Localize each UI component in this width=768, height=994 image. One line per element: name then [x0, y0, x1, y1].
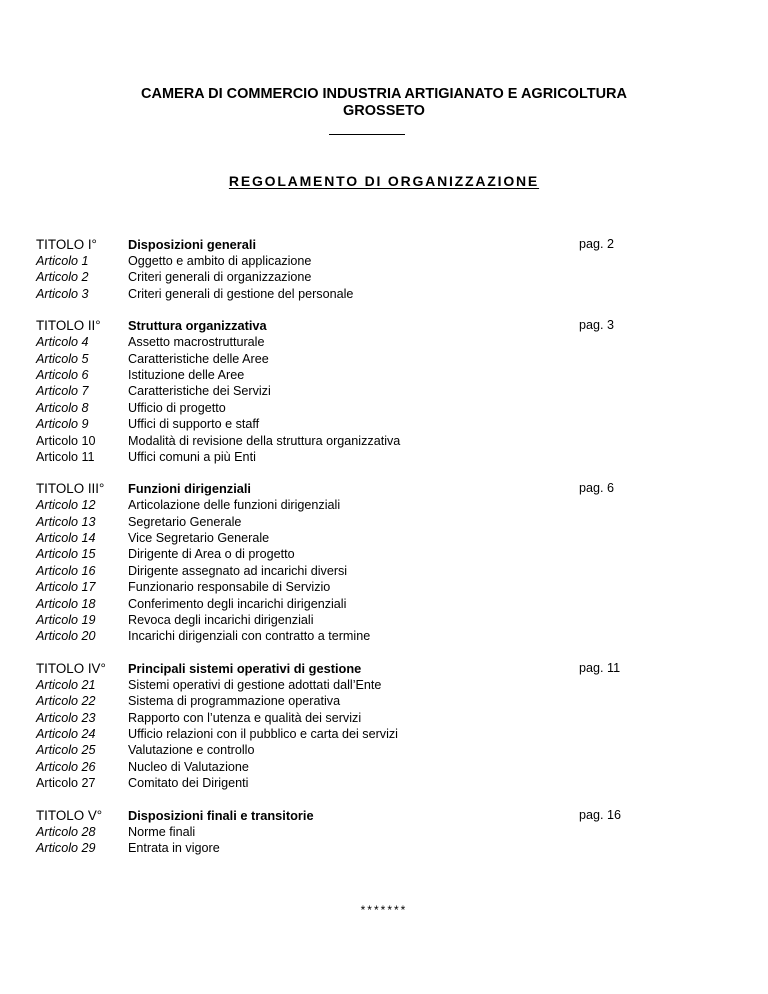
article-label: Articolo 29 [36, 840, 96, 855]
toc-section [36, 317, 736, 465]
toc-article-row [36, 530, 736, 546]
article-label: Articolo 23 [36, 710, 96, 725]
article-title: Conferimento degli incarichi dirigenziali [128, 596, 347, 611]
article-title: Uffici comuni a più Enti [128, 449, 256, 464]
section-heading: Struttura organizzativa [128, 318, 267, 334]
article-label: Articolo 1 [36, 254, 89, 268]
article-label: Articolo 12 [36, 498, 96, 513]
toc-section [36, 807, 736, 857]
toc-article-row [36, 433, 736, 449]
toc-section-heading [36, 317, 736, 334]
section-heading: Principali sistemi operativi di gestione [128, 660, 362, 676]
toc-article-row [36, 596, 736, 612]
article-title: Revoca degli incarichi dirigenziali [128, 613, 314, 628]
article-title: Assetto macrostrutturale [128, 335, 265, 350]
toc-section-heading [36, 236, 736, 253]
titolo-label: TITOLO II° [36, 318, 101, 334]
article-title: Dirigente assegnato ad incarichi diversi [128, 563, 348, 578]
titolo-label: TITOLO III° [36, 481, 105, 497]
toc-article-row [36, 383, 736, 399]
document-title: REGOLAMENTO DI ORGANIZZAZIONE [228, 173, 540, 189]
page-reference: pag. 6 [579, 481, 615, 496]
article-title: Articolazione delle funzioni dirigenziali [128, 498, 341, 513]
toc-article-row [36, 563, 736, 579]
article-title: Norme finali [128, 824, 196, 839]
article-title: Sistema di programmazione operativa [128, 694, 341, 709]
section-heading: Funzioni dirigenziali [128, 481, 251, 497]
article-label: Articolo 27 [36, 776, 96, 791]
article-label: Articolo 10 [36, 433, 96, 448]
toc-article-row [36, 269, 736, 285]
toc-article-row [36, 546, 736, 562]
article-title: Dirigente di Area o di progetto [128, 547, 295, 562]
article-label: Articolo 2 [36, 270, 89, 285]
page-reference: pag. 2 [579, 237, 615, 251]
article-title: Oggetto e ambito di applicazione [128, 254, 312, 268]
toc-article-row [36, 693, 736, 709]
article-label: Articolo 9 [36, 417, 89, 432]
article-title: Comitato dei Dirigenti [128, 776, 249, 791]
article-label: Articolo 5 [36, 351, 89, 366]
end-mark: ******* [360, 903, 408, 917]
article-title: Modalità di revisione della struttura organizzativa [128, 433, 401, 448]
toc-article-row [36, 351, 736, 367]
toc-section [36, 236, 736, 302]
article-label: Articolo 24 [36, 726, 96, 741]
article-label: Articolo 4 [36, 335, 89, 350]
toc-section-heading [36, 807, 736, 824]
article-title: Ufficio relazioni con il pubblico e carta dei servizi [128, 726, 398, 741]
toc-article-row [36, 400, 736, 416]
article-label: Articolo 11 [36, 449, 95, 464]
toc-section-heading [36, 660, 736, 677]
toc-section [36, 660, 736, 792]
table-of-contents [36, 236, 736, 871]
page-reference: pag. 3 [579, 318, 615, 333]
titolo-label: TITOLO I° [36, 237, 97, 252]
toc-article-row [36, 334, 736, 350]
article-label: Articolo 17 [36, 580, 96, 595]
toc-article-row [36, 612, 736, 628]
article-label: Articolo 7 [36, 384, 89, 399]
toc-article-row [36, 742, 736, 758]
toc-article-row [36, 286, 736, 302]
toc-article-row [36, 579, 736, 595]
toc-article-row [36, 514, 736, 530]
article-label: Articolo 13 [36, 514, 96, 529]
article-title: Criteri generali di organizzazione [128, 270, 312, 285]
article-label: Articolo 19 [36, 613, 96, 628]
article-label: Articolo 25 [36, 743, 96, 758]
toc-article-row [36, 759, 736, 775]
article-label: Articolo 8 [36, 400, 89, 415]
article-title: Vice Segretario Generale [128, 531, 270, 546]
article-title: Uffici di supporto e staff [128, 417, 260, 432]
article-label: Articolo 6 [36, 367, 89, 382]
toc-article-row [36, 824, 736, 840]
article-label: Articolo 28 [36, 824, 96, 839]
article-title: Valutazione e controllo [128, 743, 255, 758]
article-label: Articolo 15 [36, 547, 96, 562]
toc-article-row [36, 628, 736, 644]
institution-city: GROSSETO [343, 103, 425, 119]
toc-article-row [36, 710, 736, 726]
toc-article-row [36, 449, 736, 465]
article-label: Articolo 18 [36, 596, 96, 611]
article-label: Articolo 16 [36, 563, 96, 578]
toc-article-row [36, 726, 736, 742]
article-label: Articolo 26 [36, 759, 96, 774]
article-label: Articolo 21 [36, 677, 96, 692]
article-title: Segretario Generale [128, 514, 242, 529]
titolo-label: TITOLO V° [36, 807, 103, 823]
page-reference: pag. 11 [579, 660, 621, 675]
toc-section-heading [36, 480, 736, 497]
header-rule [329, 134, 405, 135]
article-title: Caratteristiche delle Aree [128, 351, 269, 366]
article-title: Caratteristiche dei Servizi [128, 384, 271, 399]
toc-article-row [36, 497, 736, 513]
toc-article-row [36, 775, 736, 791]
section-heading: Disposizioni finali e transitorie [128, 807, 314, 823]
article-title: Sistemi operativi di gestione adottati dall’Ente [128, 677, 382, 692]
article-title: Ufficio di progetto [128, 400, 226, 415]
titolo-label: TITOLO IV° [36, 660, 106, 676]
toc-article-row [36, 416, 736, 432]
toc-article-row [36, 677, 736, 693]
article-title: Rapporto con l’utenza e qualità dei servizi [128, 710, 362, 725]
article-title: Nucleo di Valutazione [128, 759, 249, 774]
article-label: Articolo 20 [36, 629, 96, 644]
toc-article-row [36, 367, 736, 383]
article-title: Istituzione delle Aree [128, 367, 245, 382]
institution-name: CAMERA DI COMMERCIO INDUSTRIA ARTIGIANATO E AGRICOLTURA [141, 86, 627, 102]
page-reference: pag. 16 [579, 807, 622, 822]
toc-section [36, 480, 736, 645]
toc-article-row [36, 253, 736, 269]
article-label: Articolo 3 [36, 286, 89, 301]
article-title: Criteri generali di gestione del personale [128, 286, 354, 301]
toc-article-row [36, 840, 736, 856]
article-label: Articolo 14 [36, 531, 96, 546]
article-title: Funzionario responsabile di Servizio [128, 580, 331, 595]
article-title: Incarichi dirigenziali con contratto a termine [128, 629, 371, 644]
article-label: Articolo 22 [36, 694, 96, 709]
article-title: Entrata in vigore [128, 840, 220, 855]
section-heading: Disposizioni generali [128, 237, 256, 252]
